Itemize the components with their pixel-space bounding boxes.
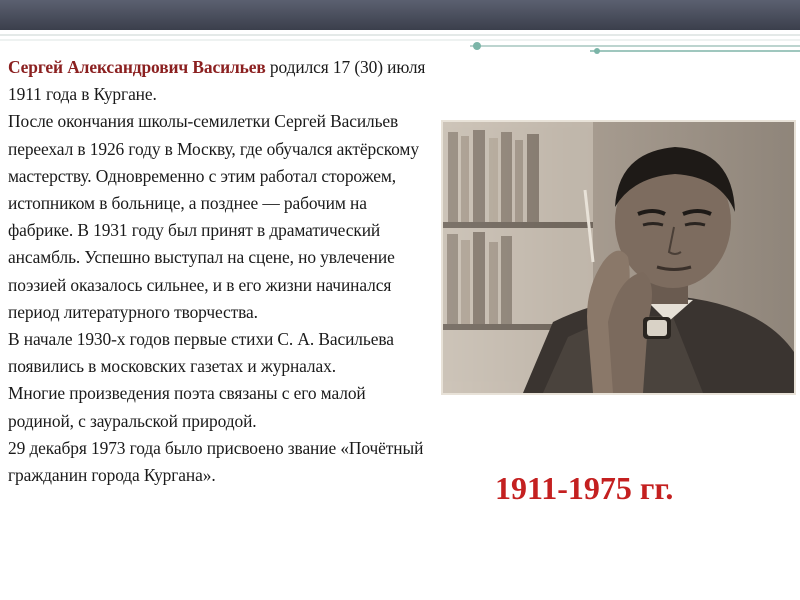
deco-dot bbox=[473, 42, 481, 50]
intro-paragraph bbox=[8, 54, 428, 108]
slide-header-bar bbox=[0, 0, 800, 30]
deco-dot bbox=[594, 48, 600, 54]
biography-text bbox=[8, 54, 428, 489]
portrait-photo bbox=[441, 120, 796, 395]
portrait-illustration bbox=[443, 122, 794, 393]
intro-text: родился 17 (30) июля 1911 года в Кургане. bbox=[8, 57, 426, 105]
bio-paragraph-2: В начале 1930-х годов первые стихи С. А. Васильева появились в московских газетах и журналах. bbox=[8, 329, 394, 377]
decorative-lines bbox=[0, 32, 800, 54]
person-name: Сергей Александрович Васильев bbox=[8, 57, 266, 77]
bio-paragraph-1: После окончания школы-семилетки Сергей Васильев переехал в 1926 году в Москву, где обучался актёрскому мастерству. Одновременно с этим работал сторожем, истопником в больнице, а позднее — рабочим на фабрике. В 1931 году был принят в драматический ансамбль. Успешно выступал на сцене, но увлечение поэзией оказалось сильнее, и в его жизни начинался период литературного творчества. bbox=[8, 111, 419, 322]
life-years: 1911-1975 гг. bbox=[495, 470, 674, 506]
bio-paragraph-3: Многие произведения поэта связаны с его малой родиной, с зауральской природой. bbox=[8, 383, 366, 431]
bio-paragraph-4: 29 декабря 1973 года было присвоено звание «Почётный гражданин города Кургана». bbox=[8, 437, 424, 486]
